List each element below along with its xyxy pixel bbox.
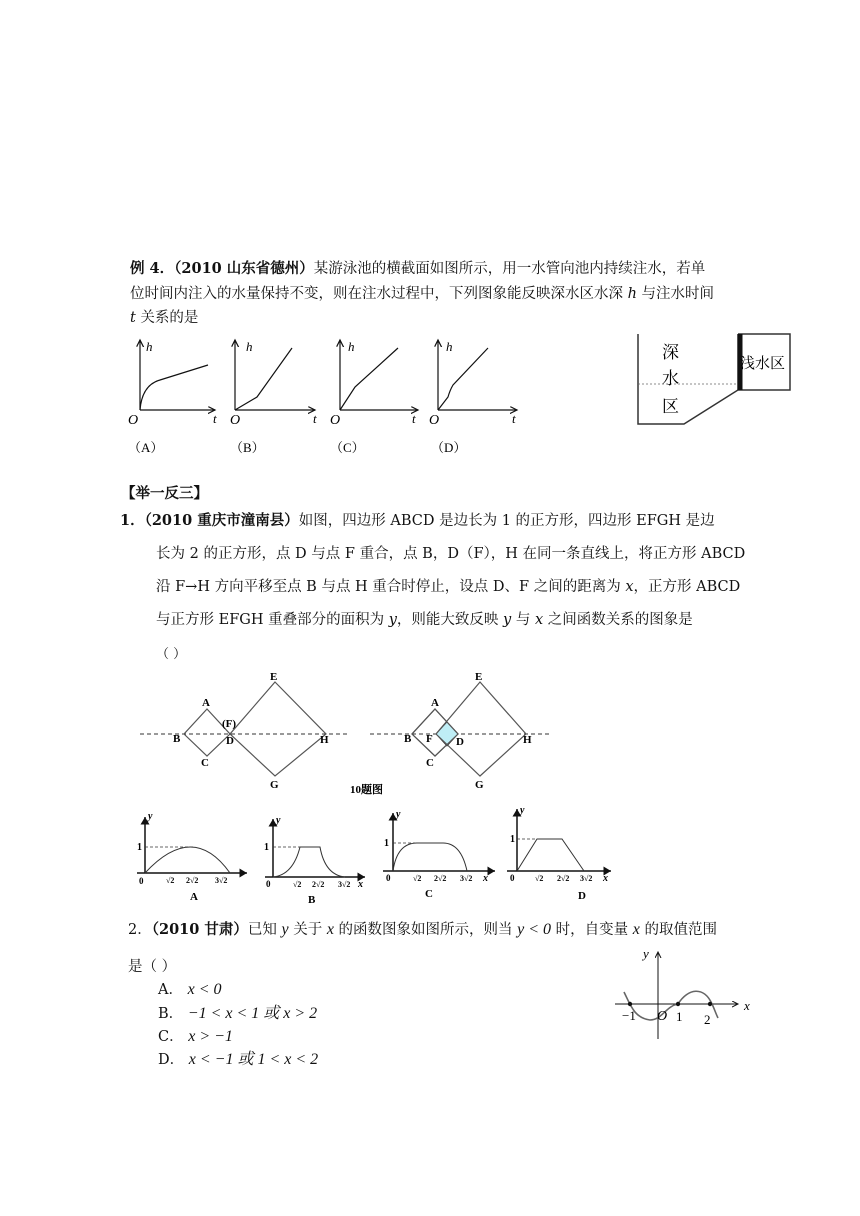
q2-graph-1: 1 [676,1009,683,1024]
example4-text3: 关系的是 [135,310,199,326]
q1-y2: y [503,612,512,628]
pt-d-right: D [456,736,464,748]
q2-choice-c [158,1029,233,1045]
q2-x2: x [632,921,640,938]
q2-choice-b [158,1006,317,1022]
pt-a-right: A [431,697,439,709]
pt-c-left: C [201,757,209,769]
q1-figure-right [370,671,550,791]
q2-function-graph [610,944,760,1044]
q1-gd-r32: 3√2 [580,874,593,883]
pool-deep-3: 区 [662,397,679,416]
graph-a [128,339,217,455]
graph-b-t: t [313,411,317,426]
q1-gc-0: 0 [386,873,391,883]
overlap-region [436,722,458,746]
q1-graph-b-curve [273,847,345,877]
q2-choice-d [158,1052,318,1068]
q2-graph-2: 2 [704,1012,711,1027]
square-abcd-left [184,709,230,756]
q1-text4c: 与 [511,612,535,628]
graph-c-curve [340,348,398,410]
q2-t5: 的取值范围 [639,922,717,938]
section-title: 【举一反三】 [121,485,208,502]
q1-source: （2010 重庆市潼南县） [144,512,299,529]
q1-graph-d-curve [517,839,584,871]
q2-graph-minus1: −1 [622,1008,636,1023]
pt-f-left: (F) [222,718,237,730]
q1-line2: 长为 2 的正方形，点 D 与点 F 重合，点 B，D（F），H 在同一条直线上，将正方形 ABCD [156,546,746,562]
q1-graph-c-curve [393,843,467,871]
graph-b-h: h [246,339,253,354]
graph-d [429,339,517,455]
pt-b-right: B [404,733,412,745]
q2-choice-b-expr: −1 < x < 1 或 x > 2 [187,1005,318,1022]
q2-choice-b-letter: B． [158,1006,184,1022]
q1-answer-paren: （ ） [156,647,187,662]
graph-d-origin: O [429,413,440,428]
example4-text2b: 与注水时间 [636,286,715,302]
example4-line3 [130,311,198,326]
pt-h-right: H [523,734,532,746]
q2-choice-c-letter: C． [158,1029,184,1045]
q1-option-c: C [425,888,433,900]
q1-gc-y: y [396,809,401,820]
q1-line1 [120,514,715,529]
q1-answer-graphs [125,805,625,905]
example4-line1 [130,262,705,277]
q1-ga-r22: 2√2 [186,876,199,885]
graph-a-origin: O [128,413,139,428]
q1-text1: 如图，四边形 ABCD 是边长为 1 的正方形，四边形 EFGH 是边 [298,513,715,529]
q2-graph-origin: O [657,1009,668,1024]
pt-g-left: G [270,779,279,791]
q1-ga-0: 0 [139,876,144,886]
example4-line2 [130,287,714,302]
q1-gb-1: 1 [264,842,269,853]
q2-choice-a [158,982,222,998]
q2-t1: 已知 [247,922,282,938]
q1-gd-y: y [520,805,525,816]
q2-t4: 时，自变量 [551,922,633,938]
graph-a-h: h [146,339,153,354]
q1-ga-r2: √2 [166,876,175,885]
pt-f-right: F [426,733,433,745]
example4-text1: 某游泳池的横截面如图所示，用一水管向池内持续注水，若单 [313,261,706,277]
q1-text4d: 之间函数关系的图象是 [543,612,693,628]
q1-gd-r22: 2√2 [557,874,570,883]
q1-option-a: A [190,891,198,903]
q2-source: （2010 甘肃） [151,921,248,938]
graph-c-h: h [348,339,355,354]
example4-source: （2010 山东省德州） [174,260,314,277]
q1-text3b: ，正方形 ABCD [633,579,741,595]
q1-ga-y: y [148,811,153,822]
q1-y1: y [388,612,397,628]
q1-gb-x: x [358,879,363,890]
pt-d-left: D [226,735,234,747]
q1-gb-y: y [276,815,281,826]
q2-graph-x: x [744,998,750,1013]
option-d-label: （D） [431,440,467,455]
q1-gd-1: 1 [510,834,515,845]
graph-d-curve [438,348,488,410]
example4-t: t [130,310,136,326]
q2-x: x [326,921,334,938]
q1-figure-left [140,671,350,791]
graph-a-t: t [213,411,217,426]
pt-g-right: G [475,779,484,791]
q1-gd-x: x [603,873,608,884]
graph-c-t: t [412,411,416,426]
pool-shallow-label: 浅水区 [740,356,786,372]
q2-t2: 关于 [288,922,327,938]
graph-d-h: h [446,339,453,354]
q1-gc-r22: 2√2 [434,874,447,883]
q1-option-d: D [578,890,586,902]
square-efgh-left [230,682,326,776]
q1-line3 [156,580,740,595]
q1-gd-r2: √2 [535,874,544,883]
q1-gc-1: 1 [384,838,389,849]
q1-gc-r32: 3√2 [460,874,473,883]
example4-text2a: 位时间内注入的水量保持不变，则在注水过程中，下列图象能反映深水区水深 [130,286,628,302]
graph-b-curve [235,348,292,410]
option-c-label: （C） [330,440,365,455]
q2-graph-y: y [643,946,649,961]
q2-choice-a-letter: A． [158,982,183,998]
q1-number: 1． [120,512,145,529]
graph-d-t: t [512,411,516,426]
q1-squares-figure [130,668,570,798]
q2-number: 2． [128,922,152,938]
option-b-label: （B） [230,440,265,455]
q1-gc-x: x [483,873,488,884]
q2-choice-a-expr: x < 0 [187,981,222,998]
graph-b [230,339,317,455]
example4-label: 例 4． [130,260,175,277]
q1-graph-c [383,809,495,900]
q1-text3a: 沿 F→H 方向平移至点 B 与点 H 重合时停止，设点 D、F 之间的距离为 [156,579,626,595]
pool-deep-2: 水 [662,369,679,388]
q1-line4 [156,613,693,628]
graph-a-curve [140,365,208,410]
q1-gb-r32: 3√2 [338,880,351,889]
pool-deep-1: 深 [662,343,679,362]
q1-gb-r22: 2√2 [312,880,325,889]
q2-choice-c-expr: x > −1 [188,1028,233,1045]
q2-t3: 的函数图象如图所示，则当 [333,922,518,938]
pt-e-right: E [475,671,483,683]
q1-fig-caption: 10题图 [350,784,383,796]
example4-h: h [627,286,637,302]
q1-graph-b [264,815,365,905]
q1-gb-r2: √2 [293,880,302,889]
q1-ga-r32: 3√2 [215,876,228,885]
pt-h-left: H [320,734,329,746]
q1-gc-r2: √2 [413,874,422,883]
pool-cross-section [636,332,794,427]
q1-text4a: 与正方形 EFGH 重叠部分的面积为 [156,612,389,628]
q1-graph-d [507,805,611,902]
graph-c-origin: O [330,413,341,428]
option-a-label: （A） [128,440,164,455]
graph-b-origin: O [230,413,241,428]
pt-e-left: E [270,671,278,683]
example4-graphs [120,335,540,460]
q1-x: x [625,579,634,595]
q1-graph-a [137,811,247,903]
q1-text4b: ，则能大致反映 [396,612,504,628]
pt-b-left: B [173,733,181,745]
q2-y: y [281,921,289,938]
q1-graph-a-curve [145,847,230,873]
q1-ga-1: 1 [137,842,142,853]
q1-gb-0: 0 [266,879,271,889]
q2-choice-d-expr: x < −1 或 1 < x < 2 [188,1051,319,1068]
q1-gd-0: 0 [510,873,515,883]
q2-line2: 是（ ） [128,959,177,975]
pt-c-right: C [426,757,434,769]
q2-line1 [128,922,717,938]
q1-option-b: B [308,894,316,905]
q2-choice-d-letter: D． [158,1052,185,1068]
graph-c [330,339,418,455]
q2-cond: y < 0 [517,921,552,938]
pt-a-left: A [202,697,210,709]
q1-x2: x [534,612,544,628]
